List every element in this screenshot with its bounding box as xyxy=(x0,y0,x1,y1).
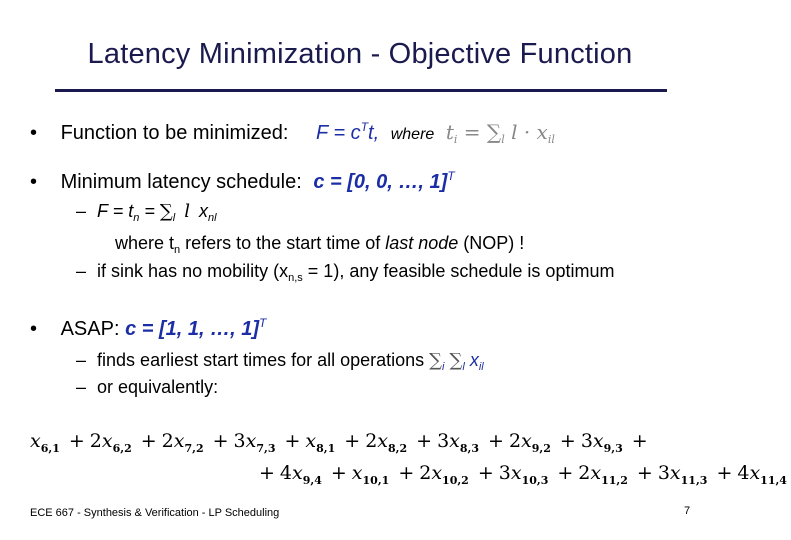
bullet-function xyxy=(30,120,555,146)
equation-term: + $2x_{9,2}$ xyxy=(488,430,551,455)
equation-term: + $3x_{11,3}$ xyxy=(636,462,708,487)
equation-term: + $x_{10,1}$ xyxy=(330,462,390,487)
dash: – xyxy=(76,350,87,370)
sub-bullet-f-tn xyxy=(76,201,217,224)
sub-bullet-equivalently: – or equivalently: xyxy=(76,377,219,397)
equation-term: + $3x_{7,3}$ xyxy=(212,430,276,455)
math-ti-formula: $t_i = \sum_l$ $l \cdot x_{il}$ xyxy=(445,120,555,146)
equation-row-1 xyxy=(30,430,657,455)
sub-bullet-earliest: – finds earliest start times for all operations $\sum_i$ $\sum_l$ $x_{il}$ xyxy=(76,350,484,373)
equation-term: + $2x_{7,2}$ xyxy=(140,430,204,455)
equation-term: + $3x_{10,3}$ xyxy=(477,462,549,487)
dash: – xyxy=(76,377,87,397)
dash: – xyxy=(76,261,87,281)
slide-title: Latency Minimization - Objective Function xyxy=(87,38,633,70)
equation-term: + $3x_{9,3}$ xyxy=(559,430,623,455)
bullet-asap xyxy=(30,316,266,341)
formula-f-tn: $F = t_n = \sum_l$ l $x_{nl}$ xyxy=(97,201,217,224)
bullet-text: ASAP: xyxy=(60,318,126,340)
dash: – xyxy=(76,201,87,221)
bullet-min-latency xyxy=(30,169,455,194)
sum-formula: $\sum_i$ $\sum_l$ $x_{il}$ xyxy=(429,350,484,373)
equation-term: $x_{6,1}$ xyxy=(30,430,60,455)
title-underline xyxy=(55,89,667,92)
bullet-text: Minimum latency schedule: xyxy=(60,171,302,193)
bullet-text: Function to be minimized: xyxy=(60,122,289,144)
bullet-marker: • xyxy=(30,171,38,193)
vector-c: c = [0, 0, …, 1]$^T$ xyxy=(313,169,455,193)
sub-bullet-sink xyxy=(76,261,614,284)
note-last-node: where $t_n$ refers to the start time of last node (NOP) ! xyxy=(115,233,525,256)
formula-f: $F = c^Tt$, xyxy=(316,120,380,144)
equation-term: + $2x_{10,2}$ xyxy=(398,462,469,487)
equation-term: + $3x_{8,3}$ xyxy=(416,430,480,455)
vector-c-asap: c = [1, 1, …, 1]$^T$ xyxy=(125,316,267,340)
equation-term: + $4x_{11,4}$ xyxy=(716,462,787,487)
equation-term: + $2x_{11,2}$ xyxy=(557,462,628,487)
equation-term: + $2x_{6,2}$ xyxy=(68,430,132,455)
where-label: where xyxy=(390,126,435,143)
page-number: 7 xyxy=(684,505,691,517)
equation-term: + $x_{8,1}$ xyxy=(284,430,336,455)
equation-row-2 xyxy=(254,462,791,487)
equation-term: + xyxy=(631,430,648,452)
footer: ECE 667 - Synthesis & Verification - LP Scheduling xyxy=(30,507,280,519)
bullet-marker: • xyxy=(30,122,38,144)
bullet-marker: • xyxy=(30,318,38,340)
equation-term: + $4x_{9,4}$ xyxy=(259,462,322,487)
equation-term: + $2x_{8,2}$ xyxy=(344,430,408,455)
sink-text: if sink has no mobility $(x_{n,s} = 1)$, any feasible schedule is optimum xyxy=(97,261,615,284)
